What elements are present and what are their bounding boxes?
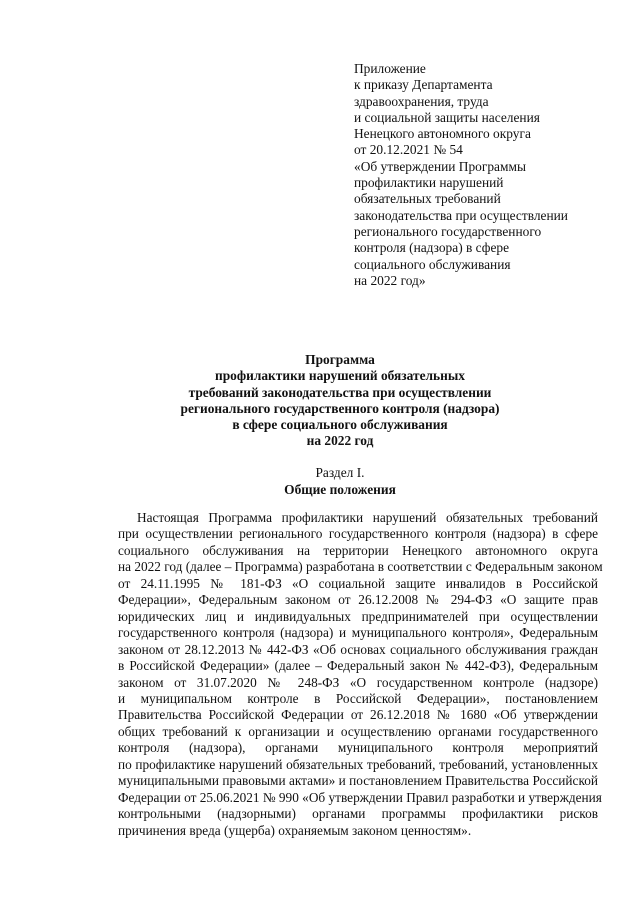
section-heading (100, 465, 580, 498)
paragraph-line: контрольными (надзорными) органами программы профилактики рисков (118, 806, 598, 822)
paragraph-line: Федерации от 25.06.2021 № 990 «Об утверждении Правил разработки и утверждения (118, 789, 602, 805)
title-line: профилактики нарушений обязательных (215, 368, 465, 384)
section-number: Раздел I. (315, 465, 365, 480)
paragraph-line: и муниципальном контроле в Российской Федерации», постановлением (118, 690, 598, 706)
appendix-line: Ненецкого автономного округа (354, 126, 531, 142)
body-paragraph (118, 510, 603, 839)
appendix-line: к приказу Департамента (354, 77, 493, 93)
section-name: Общие положения (284, 481, 396, 497)
paragraph-line: на 2022 год (далее – Программа) разработана в соответствии с Федеральным законом (118, 559, 603, 575)
paragraph-line: Федерации», Федеральным законом от 26.12.2008 № 294-ФЗ «О защите прав (118, 592, 598, 608)
paragraph-line: по профилактике нарушений обязательных требований, требований, установленных (118, 756, 598, 772)
paragraph-line: при осуществлении регионального государственного контроля (надзора) в сфере (118, 526, 598, 542)
appendix-line: «Об утверждении Программы (354, 158, 526, 174)
appendix-line: обязательных требований (354, 191, 501, 207)
paragraph-line: Настоящая Программа профилактики нарушений обязательных требований (137, 510, 598, 525)
appendix-line: контроля (надзора) в сфере (354, 240, 510, 256)
appendix-line: от 20.12.2021 № 54 (354, 142, 463, 158)
appendix-line: и социальной защиты населения (354, 109, 540, 125)
appendix-line: на 2022 год» (354, 272, 426, 288)
paragraph-line: контроля (надзора), органами муниципального контроля мероприятий (118, 740, 598, 756)
appendix-line: социального обслуживания (354, 256, 511, 272)
paragraph-line: законом от 28.12.2013 № 442-ФЗ «Об основах социального обслуживания граждан (118, 641, 598, 657)
title-line: в сфере социального обслуживания (232, 417, 448, 433)
title-line: Программа (305, 352, 375, 367)
appendix-line: профилактики нарушений (354, 175, 504, 191)
title-line: требований законодательства при осуществлении (188, 384, 492, 400)
appendix-line: Приложение (354, 61, 426, 76)
paragraph-line: юридических лиц и индивидуальных предпринимателей при осуществлении (118, 608, 598, 624)
appendix-line: здравоохранения, труда (354, 93, 489, 109)
paragraph-line: государственного контроля (надзора) и муниципального контроля», Федеральным (118, 625, 598, 641)
appendix-line: регионального государственного (354, 223, 542, 239)
paragraph-line: общих требований к организации и осуществлению органами государственного (118, 723, 598, 739)
title-line: на 2022 год (306, 433, 374, 449)
paragraph-line: от 24.11.1995 № 181-ФЗ «О социальной защите инвалидов в Российской (118, 575, 598, 591)
title-line: регионального государственного контроля (надзора) (180, 400, 500, 416)
appendix-line: законодательства при осуществлении (354, 207, 568, 223)
paragraph-line: законом от 31.07.2020 № 248-ФЗ «О государственном контроле (надзоре) (118, 674, 598, 690)
document-title (100, 352, 580, 450)
paragraph-line: Правительства Российской Федерации от 26.12.2018 № 1680 «Об утверждении (118, 707, 598, 723)
appendix-header (354, 61, 624, 289)
paragraph-line: социального обслуживания на территории Ненецкого автономного округа (118, 542, 598, 558)
paragraph-line: муниципальными правовыми актами» и постановлением Правительства Российской (118, 773, 598, 789)
paragraph-line: в Российской Федерации» (далее – Федеральный закон № 442-ФЗ), Федеральным (118, 658, 598, 674)
paragraph-line: причинения вреда (ущерба) охраняемым законом ценностям». (118, 822, 472, 838)
